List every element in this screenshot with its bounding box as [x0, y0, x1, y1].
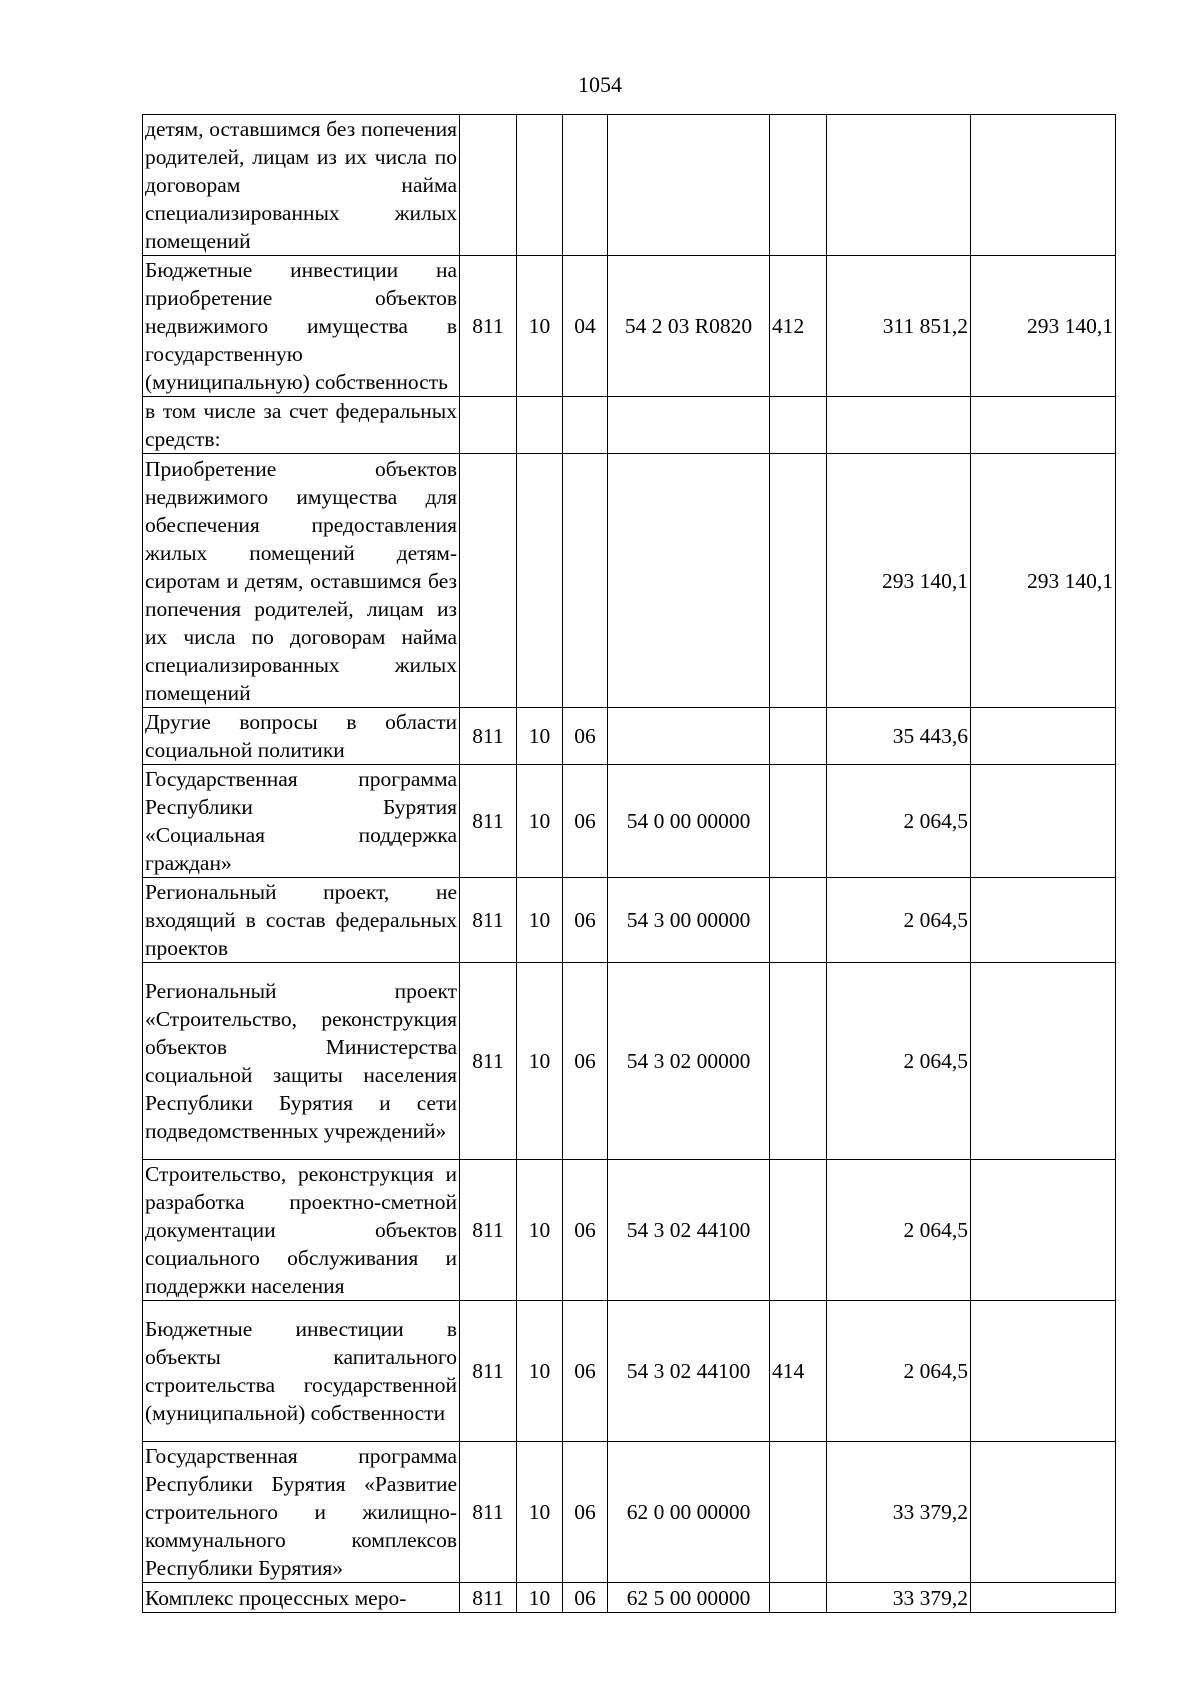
expense-code: [770, 397, 827, 454]
table-row: [143, 1442, 1116, 1583]
subsection-code: 06: [563, 765, 608, 878]
section-code: 10: [517, 963, 563, 1160]
admin-code: 811: [460, 765, 517, 878]
table-row: [143, 397, 1116, 454]
expense-code: [770, 708, 827, 765]
page-number: 1054: [578, 72, 622, 97]
expense-code: [770, 1583, 827, 1613]
expense-code: [770, 115, 827, 256]
row-name: Региональный проект «Строительство, реконструкция объектов Министерства социальной защиты населения Республики Бурятия и сети подведомственных учреждений»: [143, 963, 460, 1160]
table-row: [143, 1160, 1116, 1301]
table-row: [143, 1301, 1116, 1442]
table-row: [143, 256, 1116, 397]
sum-2: [971, 1301, 1116, 1442]
target-code: 54 2 03 R0820: [608, 256, 770, 397]
target-code: 54 3 02 44100: [608, 1301, 770, 1442]
subsection-code: 06: [563, 708, 608, 765]
row-name: Региональный проект, не входящий в состав федеральных проектов: [143, 878, 460, 963]
sum-2: 293 140,1: [971, 256, 1116, 397]
budget-table: [142, 114, 1116, 1613]
sum-1: 2 064,5: [827, 1301, 971, 1442]
sum-2: [971, 708, 1116, 765]
admin-code: 811: [460, 1160, 517, 1301]
sum-1: 2 064,5: [827, 963, 971, 1160]
sum-1: 33 379,2: [827, 1583, 971, 1613]
section-code: 10: [517, 1160, 563, 1301]
sum-1: [827, 397, 971, 454]
subsection-code: [563, 454, 608, 708]
row-name: в том числе за счет федеральных средств:: [143, 397, 460, 454]
sum-2: [971, 115, 1116, 256]
table-row: [143, 708, 1116, 765]
admin-code: 811: [460, 256, 517, 397]
subsection-code: 06: [563, 1583, 608, 1613]
table-row: [143, 454, 1116, 708]
target-code: [608, 454, 770, 708]
subsection-code: 06: [563, 1301, 608, 1442]
sum-2: [971, 963, 1116, 1160]
section-code: 10: [517, 1301, 563, 1442]
section-code: [517, 397, 563, 454]
expense-code: [770, 765, 827, 878]
subsection-code: 06: [563, 963, 608, 1160]
sum-1: 33 379,2: [827, 1442, 971, 1583]
admin-code: 811: [460, 878, 517, 963]
target-code: 54 3 02 00000: [608, 963, 770, 1160]
admin-code: [460, 397, 517, 454]
admin-code: 811: [460, 963, 517, 1160]
expense-code: [770, 1160, 827, 1301]
target-code: [608, 115, 770, 256]
expense-code: 412: [770, 256, 827, 397]
sum-2: [971, 1442, 1116, 1583]
sum-1: 293 140,1: [827, 454, 971, 708]
section-code: 10: [517, 1442, 563, 1583]
sum-2: 293 140,1: [971, 454, 1116, 708]
table-row: [143, 878, 1116, 963]
expense-code: [770, 454, 827, 708]
target-code: [608, 397, 770, 454]
sum-1: 311 851,2: [827, 256, 971, 397]
sum-1: 2 064,5: [827, 878, 971, 963]
section-code: [517, 115, 563, 256]
row-name: Другие вопросы в области социальной политики: [143, 708, 460, 765]
sum-1: 2 064,5: [827, 1160, 971, 1301]
sum-1: 35 443,6: [827, 708, 971, 765]
subsection-code: [563, 397, 608, 454]
sum-2: [971, 1583, 1116, 1613]
sum-1: [827, 115, 971, 256]
section-code: [517, 454, 563, 708]
target-code: 54 3 00 00000: [608, 878, 770, 963]
admin-code: 811: [460, 708, 517, 765]
target-code: [608, 708, 770, 765]
sum-2: [971, 397, 1116, 454]
row-name: Комплекс процессных меро-: [143, 1583, 460, 1613]
row-name: Государственная программа Республики Бурятия «Социальная поддержка граждан»: [143, 765, 460, 878]
section-code: 10: [517, 765, 563, 878]
row-name: Строительство, реконструкция и разработка проектно-сметной документации объектов социального обслуживания и поддержки населения: [143, 1160, 460, 1301]
sum-2: [971, 765, 1116, 878]
subsection-code: 04: [563, 256, 608, 397]
table-row: [143, 115, 1116, 256]
section-code: 10: [517, 1583, 563, 1613]
row-name: Бюджетные инвестиции в объекты капитального строительства государственной (муниципальной) собственности: [143, 1301, 460, 1442]
row-name: Государственная программа Республики Бурятия «Развитие строительного и жилищно-коммунального комплексов Республики Бурятия»: [143, 1442, 460, 1583]
sum-2: [971, 878, 1116, 963]
sum-1: 2 064,5: [827, 765, 971, 878]
table-row: [143, 1583, 1116, 1613]
target-code: 62 5 00 00000: [608, 1583, 770, 1613]
table-row: [143, 765, 1116, 878]
section-code: 10: [517, 708, 563, 765]
subsection-code: 06: [563, 1442, 608, 1583]
admin-code: 811: [460, 1583, 517, 1613]
row-name: Бюджетные инвестиции на приобретение объектов недвижимого имущества в государственную (муниципальную) собственность: [143, 256, 460, 397]
subsection-code: [563, 115, 608, 256]
target-code: 54 0 00 00000: [608, 765, 770, 878]
expense-code: [770, 1442, 827, 1583]
row-name: детям, оставшимся без попечения родителей, лицам из их числа по договорам найма специализированных жилых помещений: [143, 115, 460, 256]
admin-code: 811: [460, 1301, 517, 1442]
row-name: Приобретение объектов недвижимого имущества для обеспечения предоставления жилых помещений детям-сиротам и детям, оставшимся без попечения родителей, лицам из их числа по договорам найма специализированных жилых помещений: [143, 454, 460, 708]
expense-code: [770, 878, 827, 963]
target-code: 62 0 00 00000: [608, 1442, 770, 1583]
subsection-code: 06: [563, 878, 608, 963]
section-code: 10: [517, 256, 563, 397]
section-code: 10: [517, 878, 563, 963]
table-row: [143, 963, 1116, 1160]
admin-code: [460, 454, 517, 708]
admin-code: 811: [460, 1442, 517, 1583]
expense-code: 414: [770, 1301, 827, 1442]
subsection-code: 06: [563, 1160, 608, 1301]
expense-code: [770, 963, 827, 1160]
sum-2: [971, 1160, 1116, 1301]
target-code: 54 3 02 44100: [608, 1160, 770, 1301]
admin-code: [460, 115, 517, 256]
